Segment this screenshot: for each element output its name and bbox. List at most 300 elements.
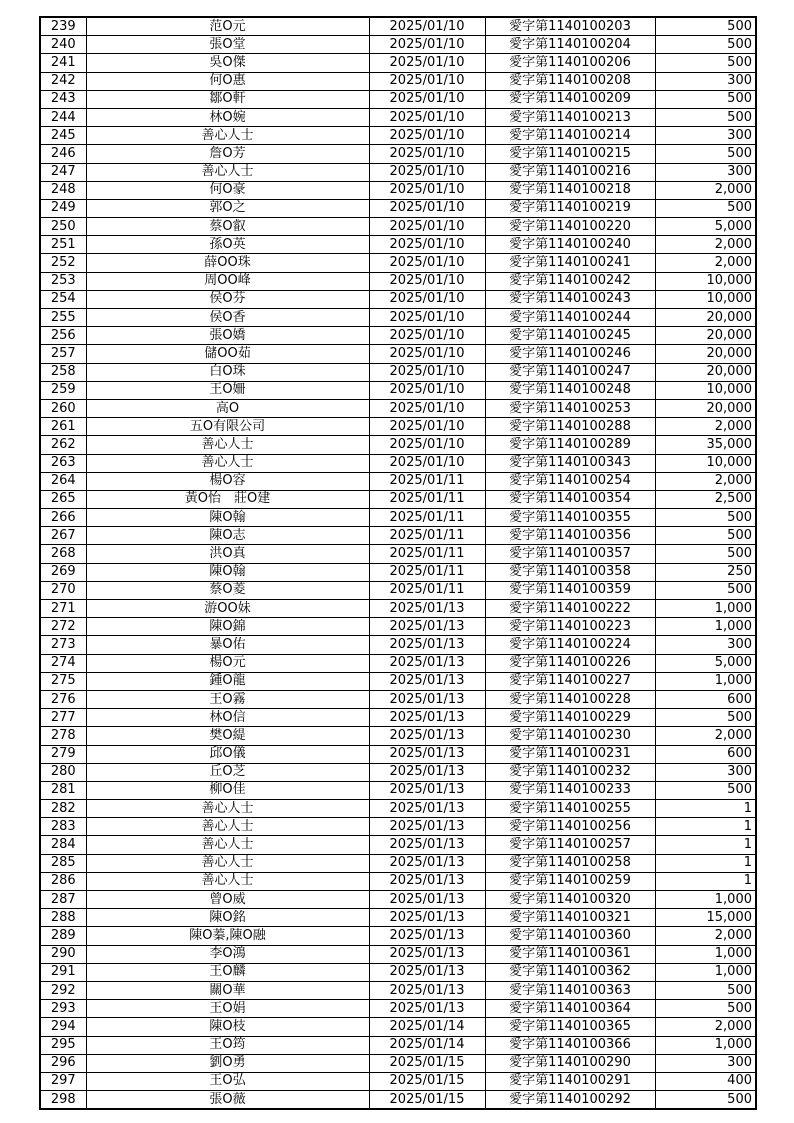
donation-date: 2025/01/13 [369, 600, 485, 618]
donation-amount: 500 [655, 108, 756, 126]
table-row [40, 254, 756, 272]
donor-name: 關O華 [86, 981, 369, 999]
receipt-number: 愛字第1140100203 [485, 17, 655, 36]
table-row [40, 745, 756, 763]
receipt-number: 愛字第1140100343 [485, 454, 655, 472]
row-number: 273 [40, 636, 86, 654]
table-row [40, 854, 756, 872]
receipt-number: 愛字第1140100359 [485, 581, 655, 599]
row-number: 246 [40, 145, 86, 163]
row-number: 262 [40, 436, 86, 454]
table-row [40, 836, 756, 854]
receipt-number: 愛字第1140100361 [485, 945, 655, 963]
donation-date: 2025/01/10 [369, 163, 485, 181]
receipt-number: 愛字第1140100321 [485, 909, 655, 927]
row-number: 282 [40, 800, 86, 818]
donation-amount: 300 [655, 163, 756, 181]
donation-amount: 500 [655, 709, 756, 727]
row-number: 272 [40, 618, 86, 636]
row-number: 277 [40, 709, 86, 727]
donation-amount: 1 [655, 872, 756, 890]
receipt-number: 愛字第1140100360 [485, 927, 655, 945]
donor-name: 洪O真 [86, 545, 369, 563]
donation-amount: 15,000 [655, 909, 756, 927]
table-row [40, 927, 756, 945]
table-row [40, 309, 756, 327]
receipt-number: 愛字第1140100288 [485, 418, 655, 436]
row-number: 271 [40, 600, 86, 618]
receipt-number: 愛字第1140100292 [485, 1091, 655, 1110]
donation-date: 2025/01/14 [369, 1036, 485, 1054]
row-number: 255 [40, 309, 86, 327]
table-row [40, 945, 756, 963]
receipt-number: 愛字第1140100248 [485, 381, 655, 399]
donation-amount: 5,000 [655, 218, 756, 236]
receipt-number: 愛字第1140100227 [485, 672, 655, 690]
row-number: 263 [40, 454, 86, 472]
donation-date: 2025/01/10 [369, 127, 485, 145]
receipt-number: 愛字第1140100255 [485, 800, 655, 818]
row-number: 251 [40, 236, 86, 254]
donation-date: 2025/01/10 [369, 418, 485, 436]
row-number: 265 [40, 490, 86, 508]
receipt-number: 愛字第1140100230 [485, 727, 655, 745]
donor-name: 善心人士 [86, 163, 369, 181]
row-number: 291 [40, 963, 86, 981]
row-number: 254 [40, 290, 86, 308]
donation-amount: 1,000 [655, 1036, 756, 1054]
table-row [40, 1018, 756, 1036]
donor-name: 陳O蓁,陳O融 [86, 927, 369, 945]
donation-date: 2025/01/11 [369, 509, 485, 527]
donation-amount: 2,000 [655, 236, 756, 254]
receipt-number: 愛字第1140100213 [485, 108, 655, 126]
table-row [40, 472, 756, 490]
donation-date: 2025/01/13 [369, 763, 485, 781]
table-row [40, 1036, 756, 1054]
table-row [40, 800, 756, 818]
donor-name: 王O麟 [86, 963, 369, 981]
row-number: 296 [40, 1054, 86, 1072]
row-number: 286 [40, 872, 86, 890]
row-number: 239 [40, 17, 86, 36]
donation-amount: 2,000 [655, 472, 756, 490]
table-row [40, 436, 756, 454]
receipt-number: 愛字第1140100366 [485, 1036, 655, 1054]
donation-amount: 500 [655, 581, 756, 599]
table-row [40, 1072, 756, 1090]
donor-name: 高O [86, 399, 369, 417]
receipt-number: 愛字第1140100246 [485, 345, 655, 363]
table-row [40, 108, 756, 126]
donation-amount: 1,000 [655, 891, 756, 909]
table-row [40, 54, 756, 72]
table-row [40, 327, 756, 345]
donor-name: 林O信 [86, 709, 369, 727]
table-row [40, 418, 756, 436]
donation-amount: 2,000 [655, 181, 756, 199]
donor-name: 王O娟 [86, 1000, 369, 1018]
row-number: 297 [40, 1072, 86, 1090]
receipt-number: 愛字第1140100355 [485, 509, 655, 527]
table-row [40, 290, 756, 308]
donor-name: 李O鴻 [86, 945, 369, 963]
row-number: 295 [40, 1036, 86, 1054]
donation-date: 2025/01/10 [369, 327, 485, 345]
donor-name: 陳O錦 [86, 618, 369, 636]
donation-amount: 400 [655, 1072, 756, 1090]
donation-date: 2025/01/13 [369, 854, 485, 872]
donation-amount: 20,000 [655, 309, 756, 327]
donation-amount: 1 [655, 836, 756, 854]
row-number: 264 [40, 472, 86, 490]
receipt-number: 愛字第1140100259 [485, 872, 655, 890]
donation-date: 2025/01/10 [369, 399, 485, 417]
receipt-number: 愛字第1140100224 [485, 636, 655, 654]
row-number: 287 [40, 891, 86, 909]
receipt-number: 愛字第1140100256 [485, 818, 655, 836]
table-row [40, 345, 756, 363]
table-row [40, 709, 756, 727]
donor-name: 陳O翰 [86, 509, 369, 527]
donor-name: 邱O儀 [86, 745, 369, 763]
row-number: 275 [40, 672, 86, 690]
donor-name: 游OO妹 [86, 600, 369, 618]
row-number: 266 [40, 509, 86, 527]
receipt-number: 愛字第1140100357 [485, 545, 655, 563]
row-number: 281 [40, 781, 86, 799]
row-number: 288 [40, 909, 86, 927]
row-number: 280 [40, 763, 86, 781]
table-row [40, 563, 756, 581]
donation-amount: 500 [655, 1091, 756, 1110]
donor-name: 善心人士 [86, 454, 369, 472]
table-row [40, 672, 756, 690]
receipt-number: 愛字第1140100228 [485, 690, 655, 708]
receipt-number: 愛字第1140100218 [485, 181, 655, 199]
donation-table [39, 16, 757, 1110]
receipt-number: 愛字第1140100364 [485, 1000, 655, 1018]
donation-amount: 250 [655, 563, 756, 581]
receipt-number: 愛字第1140100223 [485, 618, 655, 636]
row-number: 269 [40, 563, 86, 581]
receipt-number: 愛字第1140100226 [485, 654, 655, 672]
receipt-number: 愛字第1140100231 [485, 745, 655, 763]
table-row [40, 218, 756, 236]
table-row [40, 381, 756, 399]
donor-name: 鍾O龍 [86, 672, 369, 690]
donation-date: 2025/01/13 [369, 963, 485, 981]
donation-amount: 2,000 [655, 727, 756, 745]
donation-date: 2025/01/13 [369, 654, 485, 672]
donation-date: 2025/01/13 [369, 818, 485, 836]
donor-name: 劉O勇 [86, 1054, 369, 1072]
row-number: 298 [40, 1091, 86, 1110]
donor-name: 吳O傑 [86, 54, 369, 72]
table-row [40, 17, 756, 36]
receipt-number: 愛字第1140100245 [485, 327, 655, 345]
donation-date: 2025/01/15 [369, 1054, 485, 1072]
donation-date: 2025/01/11 [369, 527, 485, 545]
receipt-number: 愛字第1140100290 [485, 1054, 655, 1072]
row-number: 278 [40, 727, 86, 745]
donation-date: 2025/01/13 [369, 709, 485, 727]
donation-date: 2025/01/10 [369, 54, 485, 72]
receipt-number: 愛字第1140100220 [485, 218, 655, 236]
donor-name: 孫O英 [86, 236, 369, 254]
receipt-number: 愛字第1140100244 [485, 309, 655, 327]
donation-amount: 2,000 [655, 254, 756, 272]
row-number: 259 [40, 381, 86, 399]
receipt-number: 愛字第1140100247 [485, 363, 655, 381]
donation-date: 2025/01/10 [369, 254, 485, 272]
donation-amount: 10,000 [655, 381, 756, 399]
donation-date: 2025/01/10 [369, 218, 485, 236]
receipt-number: 愛字第1140100289 [485, 436, 655, 454]
row-number: 240 [40, 36, 86, 54]
receipt-number: 愛字第1140100358 [485, 563, 655, 581]
receipt-number: 愛字第1140100204 [485, 36, 655, 54]
donation-date: 2025/01/10 [369, 145, 485, 163]
row-number: 249 [40, 199, 86, 217]
row-number: 283 [40, 818, 86, 836]
donation-amount: 1 [655, 800, 756, 818]
table-row [40, 454, 756, 472]
donor-name: 楊O容 [86, 472, 369, 490]
donor-name: 何O惠 [86, 72, 369, 90]
row-number: 260 [40, 399, 86, 417]
row-number: 289 [40, 927, 86, 945]
donation-date: 2025/01/15 [369, 1091, 485, 1110]
donation-date: 2025/01/13 [369, 945, 485, 963]
table-row [40, 72, 756, 90]
donation-amount: 600 [655, 690, 756, 708]
donation-date: 2025/01/10 [369, 436, 485, 454]
table-row [40, 163, 756, 181]
table-row [40, 199, 756, 217]
donor-name: 林O婉 [86, 108, 369, 126]
donation-table-body [40, 17, 756, 1109]
donation-date: 2025/01/11 [369, 472, 485, 490]
receipt-number: 愛字第1140100215 [485, 145, 655, 163]
table-row [40, 618, 756, 636]
donation-date: 2025/01/10 [369, 36, 485, 54]
row-number: 244 [40, 108, 86, 126]
donation-amount: 500 [655, 781, 756, 799]
donation-date: 2025/01/10 [369, 345, 485, 363]
row-number: 276 [40, 690, 86, 708]
donation-date: 2025/01/10 [369, 290, 485, 308]
donation-amount: 300 [655, 1054, 756, 1072]
donor-name: 儲OO茹 [86, 345, 369, 363]
donation-date: 2025/01/13 [369, 927, 485, 945]
donation-amount: 20,000 [655, 345, 756, 363]
donor-name: 蔡O菱 [86, 581, 369, 599]
receipt-number: 愛字第1140100365 [485, 1018, 655, 1036]
donor-name: 王O弘 [86, 1072, 369, 1090]
donation-amount: 500 [655, 90, 756, 108]
donation-amount: 2,000 [655, 1018, 756, 1036]
row-number: 241 [40, 54, 86, 72]
table-row [40, 527, 756, 545]
donation-amount: 1,000 [655, 600, 756, 618]
receipt-number: 愛字第1140100232 [485, 763, 655, 781]
donor-name: 楊O元 [86, 654, 369, 672]
donor-name: 陳O翰 [86, 563, 369, 581]
donation-date: 2025/01/10 [369, 90, 485, 108]
table-row [40, 909, 756, 927]
donation-amount: 300 [655, 636, 756, 654]
donor-name: 樊O緹 [86, 727, 369, 745]
donation-date: 2025/01/10 [369, 363, 485, 381]
donation-date: 2025/01/13 [369, 872, 485, 890]
donor-name: 張O堂 [86, 36, 369, 54]
row-number: 245 [40, 127, 86, 145]
donor-name: 善心人士 [86, 872, 369, 890]
receipt-number: 愛字第1140100214 [485, 127, 655, 145]
donor-name: 詹O芳 [86, 145, 369, 163]
donation-date: 2025/01/13 [369, 836, 485, 854]
donation-amount: 500 [655, 981, 756, 999]
donation-date: 2025/01/13 [369, 745, 485, 763]
donation-amount: 2,500 [655, 490, 756, 508]
table-row [40, 818, 756, 836]
receipt-number: 愛字第1140100253 [485, 399, 655, 417]
donor-name: 善心人士 [86, 800, 369, 818]
row-number: 256 [40, 327, 86, 345]
donation-date: 2025/01/13 [369, 909, 485, 927]
donation-amount: 10,000 [655, 454, 756, 472]
donation-amount: 300 [655, 763, 756, 781]
donation-amount: 500 [655, 1000, 756, 1018]
donor-name: 王O筠 [86, 1036, 369, 1054]
donation-amount: 600 [655, 745, 756, 763]
row-number: 284 [40, 836, 86, 854]
table-row [40, 654, 756, 672]
donation-amount: 500 [655, 199, 756, 217]
donation-amount: 500 [655, 17, 756, 36]
table-row [40, 363, 756, 381]
donor-name: 張O嬌 [86, 327, 369, 345]
row-number: 248 [40, 181, 86, 199]
table-row [40, 581, 756, 599]
receipt-number: 愛字第1140100233 [485, 781, 655, 799]
receipt-number: 愛字第1140100222 [485, 600, 655, 618]
receipt-number: 愛字第1140100258 [485, 854, 655, 872]
row-number: 274 [40, 654, 86, 672]
table-row [40, 690, 756, 708]
donor-name: 白O珠 [86, 363, 369, 381]
row-number: 261 [40, 418, 86, 436]
donation-date: 2025/01/10 [369, 309, 485, 327]
table-row [40, 1054, 756, 1072]
donation-amount: 500 [655, 545, 756, 563]
donation-amount: 2,000 [655, 418, 756, 436]
donation-amount: 1,000 [655, 945, 756, 963]
donation-amount: 500 [655, 54, 756, 72]
donation-date: 2025/01/13 [369, 618, 485, 636]
table-row [40, 181, 756, 199]
donor-name: 鄒O軒 [86, 90, 369, 108]
row-number: 294 [40, 1018, 86, 1036]
donation-amount: 1,000 [655, 618, 756, 636]
row-number: 242 [40, 72, 86, 90]
donor-name: 郭O之 [86, 199, 369, 217]
receipt-number: 愛字第1140100229 [485, 709, 655, 727]
donation-date: 2025/01/10 [369, 272, 485, 290]
donor-name: 善心人士 [86, 836, 369, 854]
donation-amount: 20,000 [655, 363, 756, 381]
donor-name: 柳O佳 [86, 781, 369, 799]
donor-name: 王O霧 [86, 690, 369, 708]
donation-amount: 2,000 [655, 927, 756, 945]
donation-date: 2025/01/11 [369, 490, 485, 508]
donation-amount: 1,000 [655, 963, 756, 981]
table-row [40, 727, 756, 745]
donor-name: 張O薇 [86, 1091, 369, 1110]
donation-amount: 20,000 [655, 399, 756, 417]
donor-name: 五O有限公司 [86, 418, 369, 436]
table-row [40, 236, 756, 254]
row-number: 267 [40, 527, 86, 545]
receipt-number: 愛字第1140100208 [485, 72, 655, 90]
donation-date: 2025/01/13 [369, 981, 485, 999]
donor-name: 侯O芬 [86, 290, 369, 308]
row-number: 285 [40, 854, 86, 872]
receipt-number: 愛字第1140100240 [485, 236, 655, 254]
donor-name: 蔡O叡 [86, 218, 369, 236]
table-row [40, 600, 756, 618]
donation-amount: 500 [655, 145, 756, 163]
donation-date: 2025/01/10 [369, 381, 485, 399]
table-row [40, 127, 756, 145]
table-row [40, 1000, 756, 1018]
donor-name: 何O豪 [86, 181, 369, 199]
row-number: 270 [40, 581, 86, 599]
donation-date: 2025/01/13 [369, 1000, 485, 1018]
row-number: 290 [40, 945, 86, 963]
donation-date: 2025/01/10 [369, 108, 485, 126]
donation-amount: 300 [655, 127, 756, 145]
donor-name: 薛OO珠 [86, 254, 369, 272]
donor-name: 善心人士 [86, 854, 369, 872]
table-row [40, 90, 756, 108]
table-row [40, 891, 756, 909]
donation-date: 2025/01/10 [369, 17, 485, 36]
donation-amount: 10,000 [655, 272, 756, 290]
donation-date: 2025/01/13 [369, 727, 485, 745]
row-number: 250 [40, 218, 86, 236]
table-row [40, 981, 756, 999]
receipt-number: 愛字第1140100362 [485, 963, 655, 981]
row-number: 253 [40, 272, 86, 290]
row-number: 292 [40, 981, 86, 999]
table-row [40, 1091, 756, 1110]
receipt-number: 愛字第1140100209 [485, 90, 655, 108]
donation-amount: 500 [655, 527, 756, 545]
donation-amount: 20,000 [655, 327, 756, 345]
donor-name: 范O元 [86, 17, 369, 36]
table-row [40, 509, 756, 527]
receipt-number: 愛字第1140100241 [485, 254, 655, 272]
donor-name: 王O姍 [86, 381, 369, 399]
donor-name: 陳O志 [86, 527, 369, 545]
donor-name: 善心人士 [86, 436, 369, 454]
table-row [40, 963, 756, 981]
donor-name: 曾O威 [86, 891, 369, 909]
receipt-number: 愛字第1140100354 [485, 490, 655, 508]
donation-date: 2025/01/10 [369, 72, 485, 90]
